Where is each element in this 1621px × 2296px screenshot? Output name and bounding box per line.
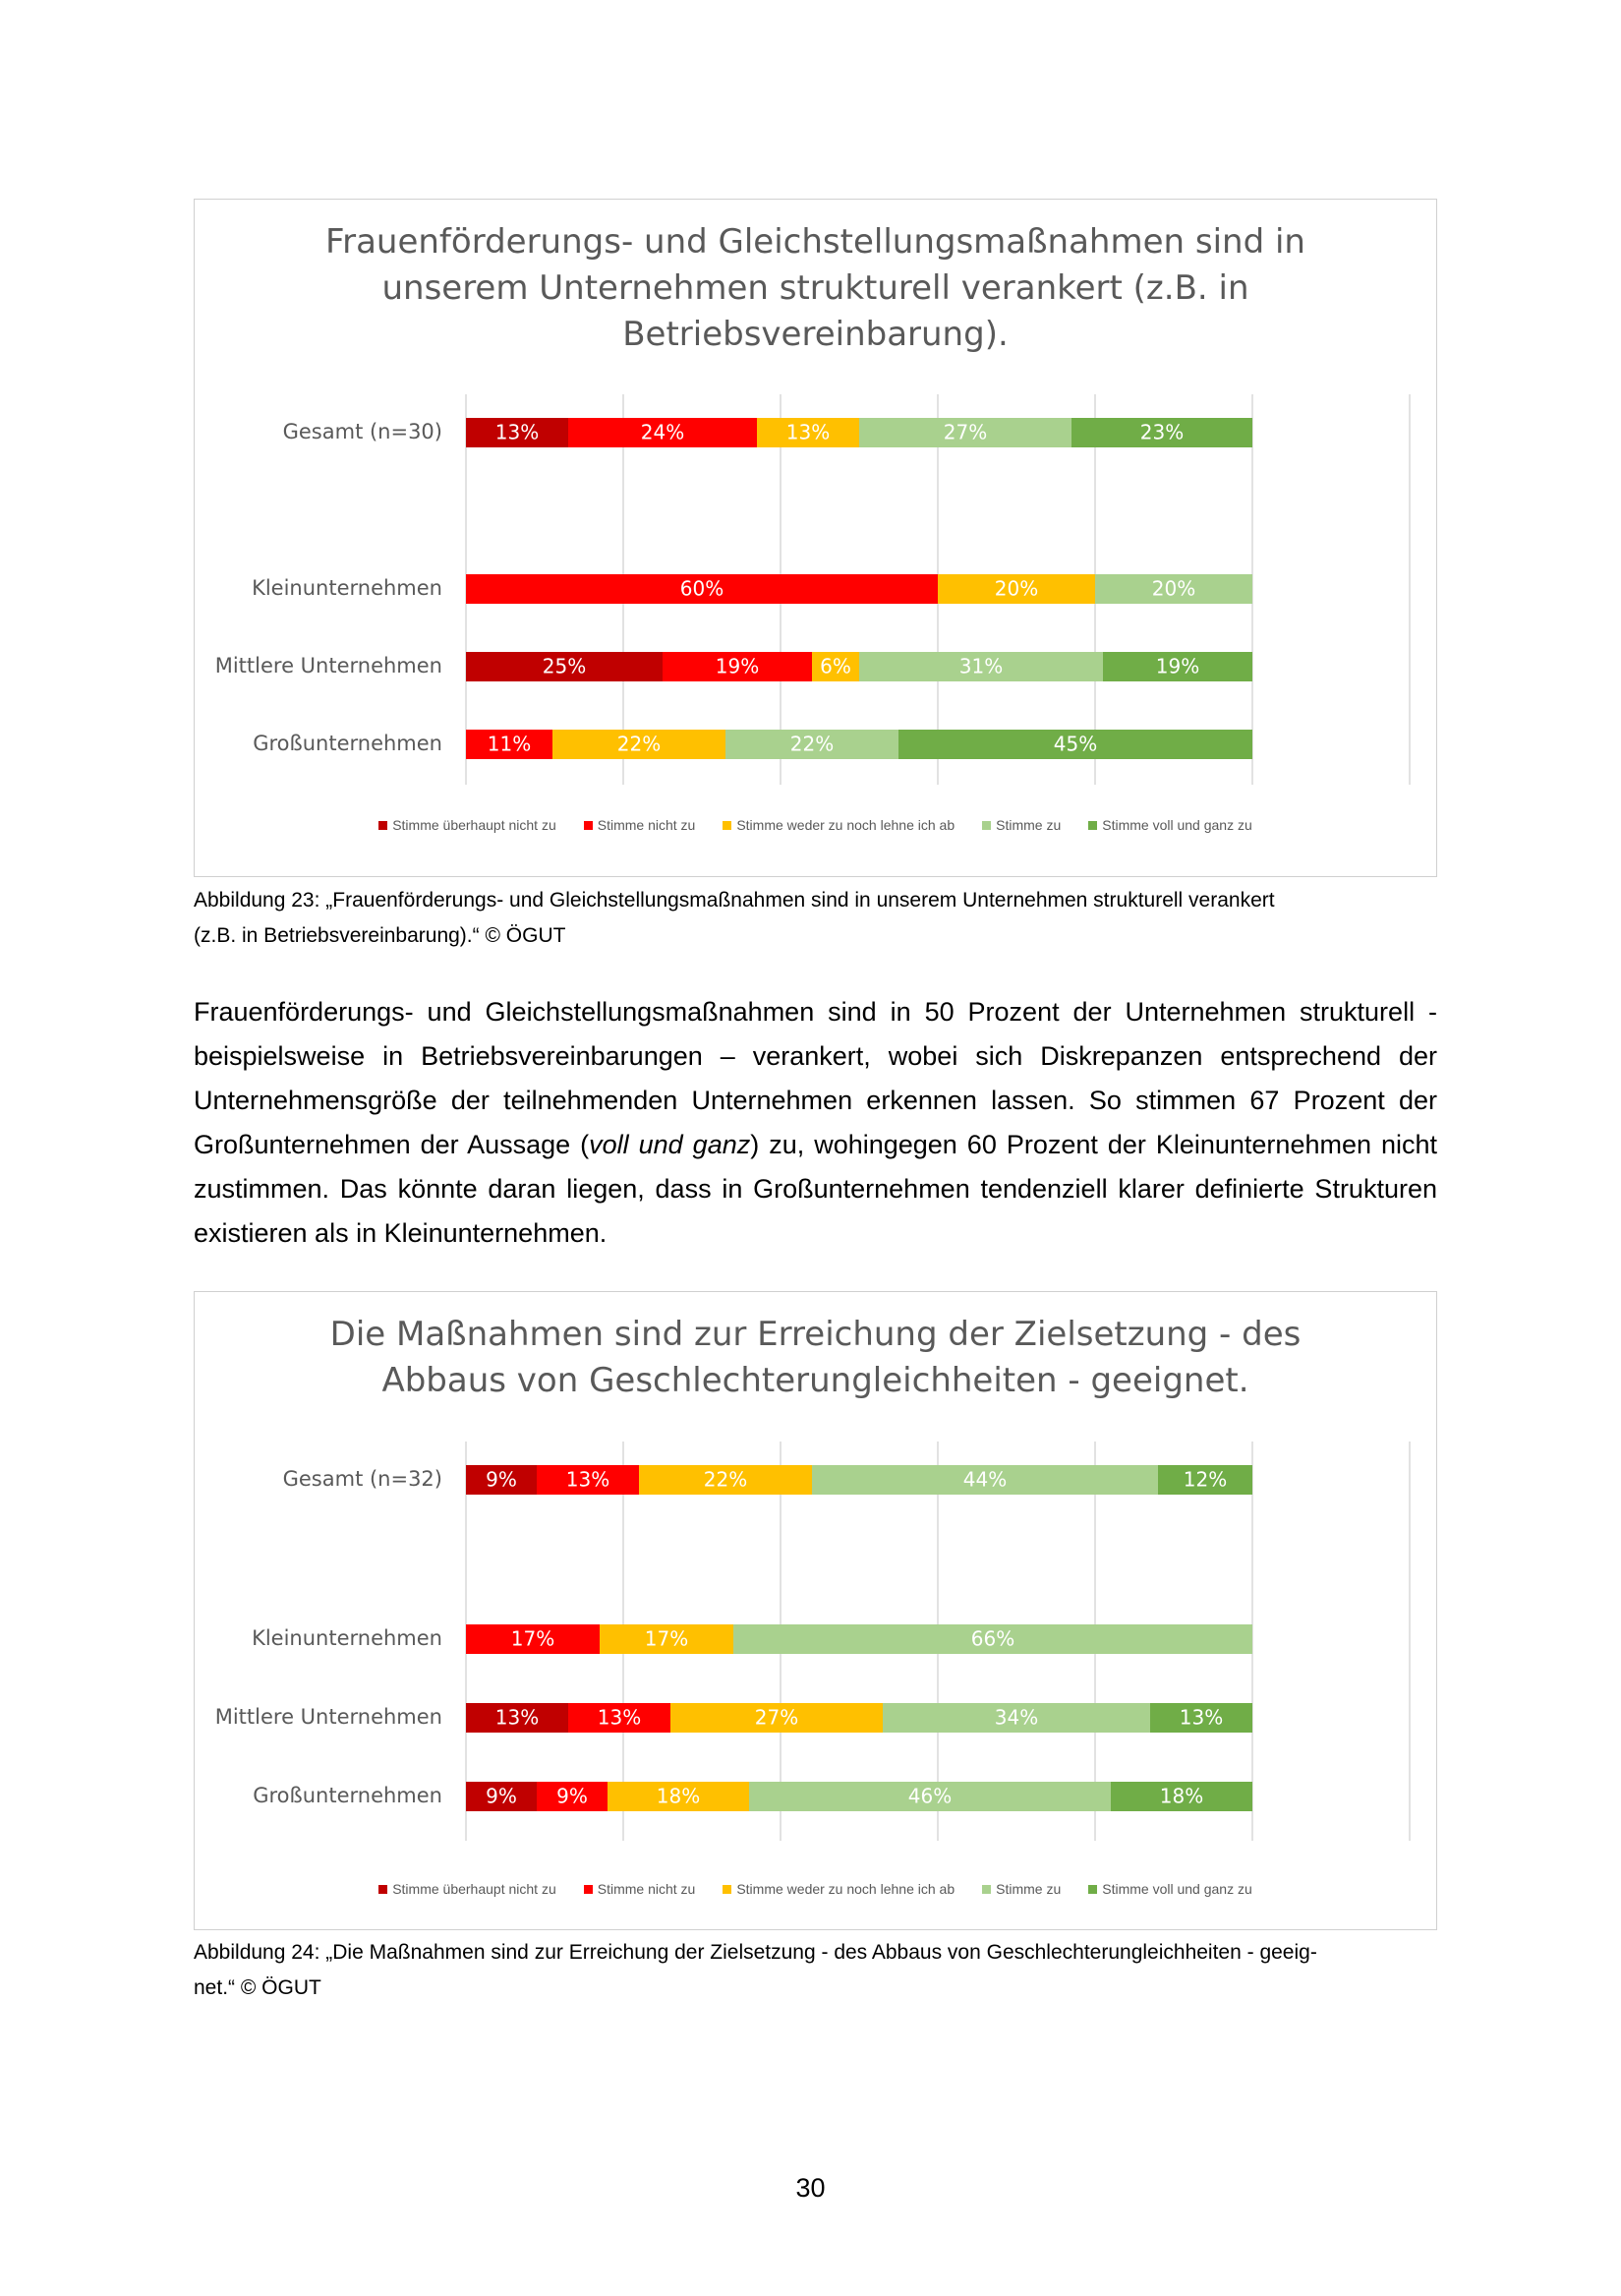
page-number: 30 (795, 2173, 826, 2203)
chart-2-data-label-row-0-series-2: 22% (703, 1467, 748, 1492)
body-paragraph-part-2: ) zu, wohingegen 60 Prozent der Kleinunternehmen nicht zustimmen. Das könnte daran liegen, dass in Großunternehmen tendenziell klarer definierte Strukturen existieren als in Kleinunternehmen. (194, 1130, 1438, 1248)
chart-1-data-label-row-2-series-4: 19% (1155, 654, 1200, 678)
chart-1-legend-swatch-1 (584, 821, 593, 830)
chart-2-legend-label-0: Stimme überhaupt nicht zu (392, 1881, 556, 1897)
chart-2-legend-item-4 (1088, 1881, 1252, 1897)
chart-2-legend-item-3 (982, 1881, 1061, 1897)
body-paragraph-emphasis: voll und ganz (589, 1130, 751, 1159)
chart-1-data-label-row-2-series-2: 6% (820, 654, 851, 678)
chart-1-data-label-row-3-series-1: 11% (487, 732, 532, 756)
chart-2-category-label-2: Mittlere Unternehmen (214, 1705, 442, 1729)
chart-1-legend-label-2: Stimme weder zu noch lehne ich ab (736, 817, 955, 833)
chart-1-legend-swatch-3 (982, 821, 991, 830)
chart-2-legend (195, 1881, 1436, 1897)
chart-2-legend-label-4: Stimme voll und ganz zu (1102, 1881, 1252, 1897)
chart-1-data-label-row-1-series-3: 20% (1151, 576, 1196, 601)
chart-2-category-label-3: Großunternehmen (253, 1784, 442, 1807)
chart-1-legend-item-1 (584, 817, 696, 833)
chart-2-data-label-row-1-series-3: 66% (970, 1626, 1015, 1651)
chart-1-data-label-row-2-series-3: 31% (958, 654, 1004, 678)
chart-2-category-label-1: Kleinunternehmen (252, 1626, 442, 1650)
chart-1-legend-item-4 (1088, 817, 1252, 833)
chart-2-data-label-row-2-series-4: 13% (1179, 1705, 1224, 1730)
chart-1-data-label-row-0-series-2: 13% (785, 420, 831, 444)
chart-2-data-label-row-1-series-2: 17% (644, 1626, 689, 1651)
chart-2-data-label-row-3-series-2: 18% (656, 1784, 701, 1808)
chart-2-legend-item-1 (584, 1881, 696, 1897)
chart-1-data-label-row-0-series-4: 23% (1139, 420, 1185, 444)
chart-2-frame (194, 1291, 1437, 1930)
chart-2-data-label-row-0-series-3: 44% (962, 1467, 1008, 1492)
figure-24-caption-line-1: Abbildung 24: „Die Maßnahmen sind zur Erreichung der Zielsetzung - des Abbaus von Geschlechterungleichheiten - geeig- (194, 1941, 1317, 1964)
chart-1-data-label-row-3-series-2: 22% (616, 732, 662, 756)
chart-1-category-label-2: Mittlere Unternehmen (214, 654, 442, 677)
figure-24-caption (194, 1935, 1437, 2006)
chart-2-legend-swatch-4 (1088, 1885, 1097, 1894)
chart-1-legend-label-1: Stimme nicht zu (597, 817, 696, 833)
chart-1-legend-label-3: Stimme zu (996, 817, 1062, 833)
chart-1-data-label-row-3-series-3: 22% (789, 732, 835, 756)
chart-1-legend-swatch-4 (1088, 821, 1097, 830)
chart-1-data-label-row-2-series-0: 25% (542, 654, 587, 678)
chart-2-legend-swatch-3 (982, 1885, 991, 1894)
chart-1-data-label-row-1-series-2: 20% (994, 576, 1039, 601)
chart-1-data-label-row-0-series-3: 27% (943, 420, 988, 444)
chart-2-legend-label-1: Stimme nicht zu (597, 1881, 696, 1897)
chart-2-data-label-row-2-series-2: 27% (754, 1705, 799, 1730)
figure-23-caption-line-1: Abbildung 23: „Frauenförderungs- und Gleichstellungsmaßnahmen sind in unserem Unternehmen strukturell verankert (194, 889, 1275, 912)
chart-2-data-label-row-3-series-0: 9% (486, 1784, 517, 1808)
chart-1-data-label-row-3-series-4: 45% (1053, 732, 1098, 756)
chart-1-legend-label-4: Stimme voll und ganz zu (1102, 817, 1252, 833)
chart-1-legend-item-0 (378, 817, 556, 833)
chart-1-legend (195, 817, 1436, 833)
figure-24-caption-line-2: net.“ © ÖGUT (194, 1976, 321, 1999)
chart-2-legend-label-2: Stimme weder zu noch lehne ich ab (736, 1881, 955, 1897)
chart-1-data-label-row-2-series-1: 19% (715, 654, 760, 678)
chart-1-plot (195, 200, 1435, 790)
chart-1-legend-item-2 (723, 817, 955, 833)
chart-1-title-line-1: Frauenförderungs- und Gleichstellungsmaßnahmen sind in (325, 222, 1305, 262)
chart-2-title-line-2: Abbaus von Geschlechterungleichheiten - geeignet. (381, 1361, 1249, 1400)
chart-1-legend-swatch-0 (378, 821, 387, 830)
chart-1-frame (194, 199, 1437, 877)
chart-2-legend-swatch-1 (584, 1885, 593, 1894)
figure-23-caption (194, 883, 1437, 954)
figure-23-caption-line-2: (z.B. in Betriebsvereinbarung).“ © ÖGUT (194, 924, 566, 947)
chart-2-data-label-row-3-series-1: 9% (556, 1784, 588, 1808)
chart-1-legend-item-3 (982, 817, 1061, 833)
chart-2-data-label-row-0-series-0: 9% (486, 1467, 517, 1492)
chart-1-legend-swatch-2 (723, 821, 731, 830)
chart-2-data-label-row-2-series-1: 13% (597, 1705, 642, 1730)
chart-2-plot (195, 1292, 1435, 1882)
body-paragraph-part-1: Frauenförderungs- und Gleichstellungsmaßnahmen sind in 50 Prozent der Unternehmen strukturell - beispielsweise in Betriebsvereinbarungen – verankert, wobei sich Diskrepanzen entsprechend der Unternehmensgröße der teilnehmenden Unternehmen erkennen lassen. So stimmen 67 Prozent der Großunternehmen der Aussage ( (194, 997, 1437, 1159)
chart-2-data-label-row-0-series-1: 13% (565, 1467, 610, 1492)
chart-2-legend-swatch-2 (723, 1885, 731, 1894)
chart-2-legend-item-2 (723, 1881, 955, 1897)
chart-2-legend-item-0 (378, 1881, 556, 1897)
chart-1-data-label-row-0-series-1: 24% (640, 420, 685, 444)
chart-2-data-label-row-1-series-1: 17% (510, 1626, 555, 1651)
chart-1-title-line-3: Betriebsvereinbarung). (622, 315, 1009, 354)
chart-2-legend-label-3: Stimme zu (996, 1881, 1062, 1897)
chart-2-data-label-row-2-series-3: 34% (994, 1705, 1039, 1730)
chart-1-category-label-3: Großunternehmen (253, 732, 442, 755)
chart-1-data-label-row-0-series-0: 13% (494, 420, 540, 444)
body-paragraph (194, 990, 1437, 1256)
chart-2-data-label-row-0-series-4: 12% (1183, 1467, 1228, 1492)
chart-2-data-label-row-3-series-4: 18% (1159, 1784, 1204, 1808)
chart-2-data-label-row-2-series-0: 13% (494, 1705, 540, 1730)
chart-2-legend-swatch-0 (378, 1885, 387, 1894)
chart-1-data-label-row-1-series-1: 60% (679, 576, 724, 601)
chart-1-title-line-2: unserem Unternehmen strukturell verankert (z.B. in (381, 268, 1249, 308)
chart-1-category-label-1: Kleinunternehmen (252, 576, 442, 600)
chart-2-category-label-0: Gesamt (n=32) (282, 1467, 442, 1491)
chart-1-category-label-0: Gesamt (n=30) (282, 420, 442, 443)
chart-2-data-label-row-3-series-3: 46% (907, 1784, 953, 1808)
chart-1-legend-label-0: Stimme überhaupt nicht zu (392, 817, 556, 833)
chart-2-title-line-1: Die Maßnahmen sind zur Erreichung der Zielsetzung - des (329, 1315, 1302, 1354)
